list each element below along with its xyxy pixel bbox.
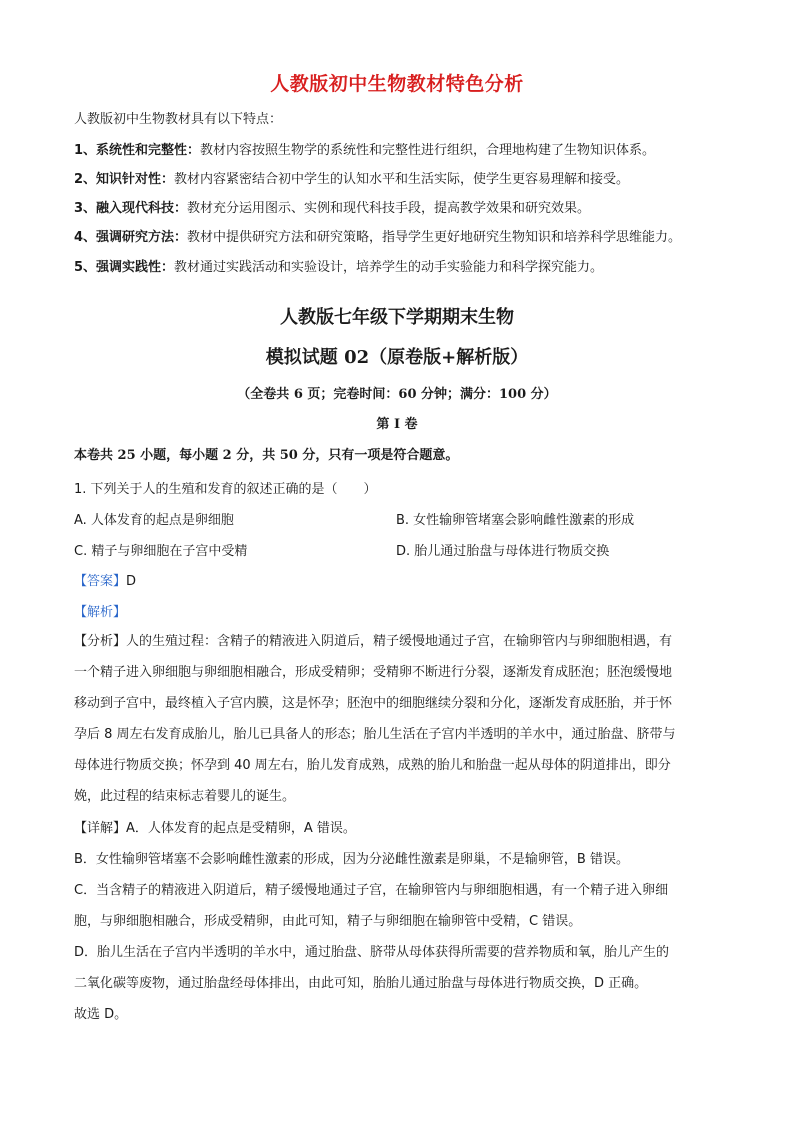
option-d: D. 胎儿通过胎盘与母体进行物质交换 — [396, 544, 610, 559]
detail-paragraph — [74, 813, 720, 1030]
detail-line-2: B．女性输卵管堵塞不会影响雌性激素的形成，因为分泌雌性激素是卵巢，不是输卵管，B 错误。 — [74, 852, 629, 867]
option-a: A. 人体发育的起点是卵细胞 — [74, 513, 234, 528]
feature-label: 4、强调研究方法： — [74, 230, 188, 245]
detail-line-3: C．当含精子的精液进入阴道后，精子缓慢地通过子宫，在输卵管内与卵细胞相遇，有一个精子进入卵细 — [74, 883, 669, 898]
analysis-line-5: 母体进行物质交换；怀孕到 40 周左右，胎儿发育成熟，成熟的胎儿和胎盘一起从母体的阴道排出，即分 — [74, 758, 671, 773]
feature-item — [74, 256, 603, 275]
analysis-tag: 【解析】 — [74, 605, 127, 620]
feature-label: 5、强调实践性： — [74, 260, 175, 275]
detail-tag: 【详解】 — [74, 821, 127, 836]
answer-tag: 【答案】 — [74, 574, 127, 589]
analysis-line-1: 【分析】人的生殖过程：含精子的精液进入阴道后，精子缓慢地通过子宫，在输卵管内与卵细胞相遇，有 — [74, 634, 673, 649]
feature-item — [74, 226, 681, 245]
detail-line-1: 【详解】A．人体发育的起点是受精卵，A 错误。 — [74, 821, 356, 836]
exam-title-2: 模拟试题 02（原卷版+解析版） — [265, 347, 529, 368]
answer-value: D — [126, 574, 137, 589]
feature-text: 教材充分运用图示、实例和现代科技手段，提高教学效果和研究效果。 — [187, 201, 591, 216]
analysis-paragraph — [74, 626, 720, 812]
volume-label: 第 I 卷 — [376, 417, 418, 432]
detail-line-4: 胞，与卵细胞相融合，形成受精卵，由此可知，精子与卵细胞在输卵管中受精，C 错误。 — [74, 914, 582, 929]
feature-item — [74, 168, 629, 187]
detail-line-5: D．胎儿生活在子宫内半透明的羊水中，通过胎盘、脐带从母体获得所需要的营养物质和氧，胎儿产生的 — [74, 945, 670, 960]
analysis-line — [74, 601, 126, 620]
feature-label: 2、知识针对性： — [74, 172, 175, 187]
exam-subtitle: （全卷共 6 页；完卷时间：60 分钟；满分：100 分） — [237, 387, 557, 402]
feature-text: 教材内容紧密结合初中学生的认知水平和生活实际，使学生更容易理解和接受。 — [174, 172, 630, 187]
analysis-line-6: 娩，此过程的结束标志着婴儿的诞生。 — [74, 789, 296, 804]
feature-item — [74, 197, 590, 216]
exam-instruction: 本卷共 25 小题，每小题 2 分，共 50 分，只有一项是符合题意。 — [74, 448, 459, 463]
intro-text: 人教版初中生物教材具有以下特点： — [74, 112, 283, 127]
page-title: 人教版初中生物教材特色分析 — [270, 73, 524, 95]
detail-line-7: 故选 D。 — [74, 1007, 128, 1022]
analysis-line-2: 一个精子进入卵细胞与卵细胞相融合，形成受精卵；受精卵不断进行分裂，逐渐发育成胚泡；胚泡缓慢地 — [74, 665, 673, 680]
feature-text: 教材中提供研究方法和研究策略，指导学生更好地研究生物知识和培养科学思维能力。 — [187, 230, 682, 245]
analysis-line-4: 孕后 8 周左右发育成胎儿，胎儿已具备人的形态；胎儿生活在子宫内半透明的羊水中，通过胎盘、脐带与 — [74, 727, 676, 742]
option-c: C. 精子与卵细胞在子宫中受精 — [74, 544, 248, 559]
answer-line — [74, 570, 136, 589]
analysis-line-3: 移动到子宫中，最终植入子宫内膜，这是怀孕；胚泡中的细胞继续分裂和分化，逐渐发育成胚胎，并于怀 — [74, 696, 673, 711]
option-b: B. 女性输卵管堵塞会影响雌性激素的形成 — [396, 513, 635, 528]
question-stem: 1. 下列关于人的生殖和发育的叙述正确的是（ ） — [74, 482, 377, 497]
feature-text: 教材通过实践活动和实验设计，培养学生的动手实验能力和科学探究能力。 — [174, 260, 604, 275]
exam-title: 人教版七年级下学期期末生物 — [280, 307, 514, 328]
feature-label: 3、融入现代科技： — [74, 201, 188, 216]
fenxi-tag: 【分析】 — [74, 634, 127, 649]
feature-text: 教材内容按照生物学的系统性和完整性进行组织，合理地构建了生物知识体系。 — [200, 143, 656, 158]
feature-item — [74, 139, 655, 158]
detail-line-6: 二氧化碳等废物，通过胎盘经母体排出，由此可知，胎胎儿通过胎盘与母体进行物质交换，D 正确。 — [74, 976, 648, 991]
feature-label: 1、系统性和完整性： — [74, 143, 201, 158]
